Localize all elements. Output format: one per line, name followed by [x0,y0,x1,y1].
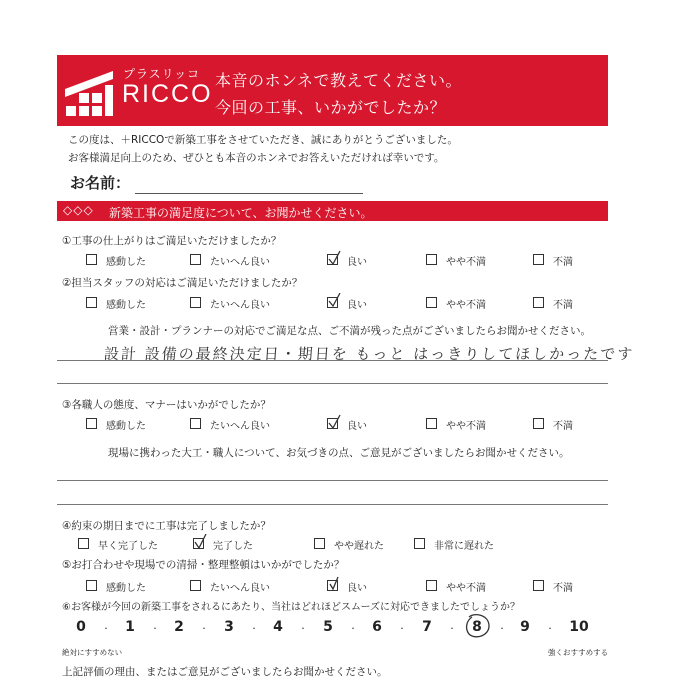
option-label: 早く完了した [98,541,158,552]
checkbox[interactable] [190,297,201,308]
header-line-1: 本音のホンネで教えてください。 [215,71,463,90]
scale-9[interactable]: 9 [520,619,530,635]
scale-2[interactable]: 2 [174,619,184,635]
checkbox[interactable] [533,418,544,429]
checkmark-icon [193,534,207,550]
checkbox[interactable] [426,254,437,265]
scale-separator: · [548,622,552,635]
option-label: やや不満 [446,300,486,311]
scale-low-label: 絶対にすすめない [62,648,123,657]
answer-line [57,383,608,384]
scale-separator: · [202,622,206,635]
logo-name: RICCO [122,80,213,108]
answer-line [57,360,608,361]
checkbox[interactable] [86,580,97,591]
checkbox[interactable] [193,538,204,549]
option-label: 不満 [553,300,573,311]
selected-circle-icon [463,613,493,641]
option-label: 不満 [553,421,573,432]
scale-separator: · [500,622,504,635]
scale-1[interactable]: 1 [125,619,135,635]
checkmark-icon [327,250,341,266]
scale-10[interactable]: 10 [569,619,589,635]
scale-6[interactable]: 6 [372,619,382,635]
checkbox[interactable] [314,538,325,549]
scale-separator: · [400,622,404,635]
checkmark-icon [327,414,341,430]
scale-separator: · [450,622,454,635]
checkbox[interactable] [414,538,425,549]
checkmark-icon [327,576,341,592]
q2-note: 営業・設計・プランナーの対応でご満足な点、ご不満が残った点がございましたらお聞かせください。 [108,325,591,337]
option-label: やや不満 [446,421,486,432]
option-label: たいへん良い [210,257,270,268]
scale-8[interactable]: 8 [472,619,482,635]
intro-line-1: この度は、＋RICCOで新築工事をさせていただき、誠にありがとうございました。 [68,134,458,146]
option-label: 不満 [553,257,573,268]
question-4: ④約束の期日までに工事は完了しましたか？ [62,520,271,532]
scale-separator: · [104,622,108,635]
option-label: 感動した [106,300,146,311]
checkbox[interactable] [426,297,437,308]
q2-handwritten-answer: 設計 設備の最終決定日・期日を もっと はっきりしてほしかったです [103,345,635,363]
checkbox[interactable] [327,254,338,265]
scale-separator: · [252,622,256,635]
name-input-line[interactable] [135,193,363,194]
header-line-2: 今回の工事、いかがでしたか？ [215,98,447,117]
diamond-icons: ◇◇◇ [63,203,94,217]
scale-high-label: 強くおすすめする [548,648,609,657]
option-label: 不満 [553,583,573,594]
section-bar [57,201,608,221]
header-banner [57,55,608,126]
option-label: 感動した [106,421,146,432]
house-logo-icon [65,71,113,117]
option-label: やや不満 [446,583,486,594]
checkmark-icon [327,293,341,309]
scale-separator: · [153,622,157,635]
answer-line [57,480,608,481]
option-label: たいへん良い [210,421,270,432]
checkbox[interactable] [426,580,437,591]
question-1: ①工事の仕上がりはご満足いただけましたか？ [62,235,282,247]
name-label: お名前： [70,174,131,192]
checkbox[interactable] [533,254,544,265]
checkbox[interactable] [78,538,89,549]
scale-3[interactable]: 3 [224,619,234,635]
checkbox[interactable] [327,580,338,591]
section-title: 新築工事の満足度について、お聞かせください。 [109,206,373,220]
question-3: ③各職人の態度、マナーはいかがでしたか？ [62,399,271,411]
question-2: ②担当スタッフの対応はご満足いただけましたか？ [62,277,303,289]
ricco-logo [65,65,213,117]
checkbox[interactable] [86,418,97,429]
intro-line-2: お客様満足向上のため、ぜひとも本音のホンネでお答えいただければ幸いです。 [68,152,445,164]
scale-separator: · [351,622,355,635]
option-label: やや不満 [446,257,486,268]
option-label: 感動した [106,583,146,594]
checkbox[interactable] [533,297,544,308]
answer-line [57,504,608,505]
option-label: やや遅れた [334,541,384,552]
scale-4[interactable]: 4 [273,619,283,635]
option-label: 良い [347,257,367,268]
option-label: 感動した [106,257,146,268]
option-label: 良い [347,583,367,594]
question-5: ⑤お打合わせや現場での清掃・整理整頓はいかがでしたか？ [62,559,345,571]
q3-note: 現場に携わった大工・職人について、お気づきの点、ご意見がございましたらお聞かせください。 [108,447,570,459]
checkbox[interactable] [86,297,97,308]
option-label: 良い [347,300,367,311]
logo-kana: プラスリッコ [123,67,201,81]
checkbox[interactable] [190,580,201,591]
checkbox[interactable] [86,254,97,265]
scale-separator: · [301,622,305,635]
scale-5[interactable]: 5 [323,619,333,635]
question-6: ⑥お客様が今回の新築工事をされるにあたり、当社はどれほどスムーズに対応できましたでしょうか？ [62,602,520,613]
checkbox[interactable] [327,297,338,308]
checkbox[interactable] [533,580,544,591]
option-label: たいへん良い [210,583,270,594]
option-label: 非常に遅れた [434,541,494,552]
option-label: たいへん良い [210,300,270,311]
checkbox[interactable] [190,254,201,265]
checkbox[interactable] [426,418,437,429]
scale-7[interactable]: 7 [422,619,432,635]
checkbox[interactable] [327,418,338,429]
option-label: 良い [347,421,367,432]
option-label: 完了した [213,541,253,552]
checkbox[interactable] [190,418,201,429]
scale-0[interactable]: 0 [76,619,86,635]
footer-note: 上記評価の理由、またはご意見がございましたらお聞かせください。 [62,666,388,678]
